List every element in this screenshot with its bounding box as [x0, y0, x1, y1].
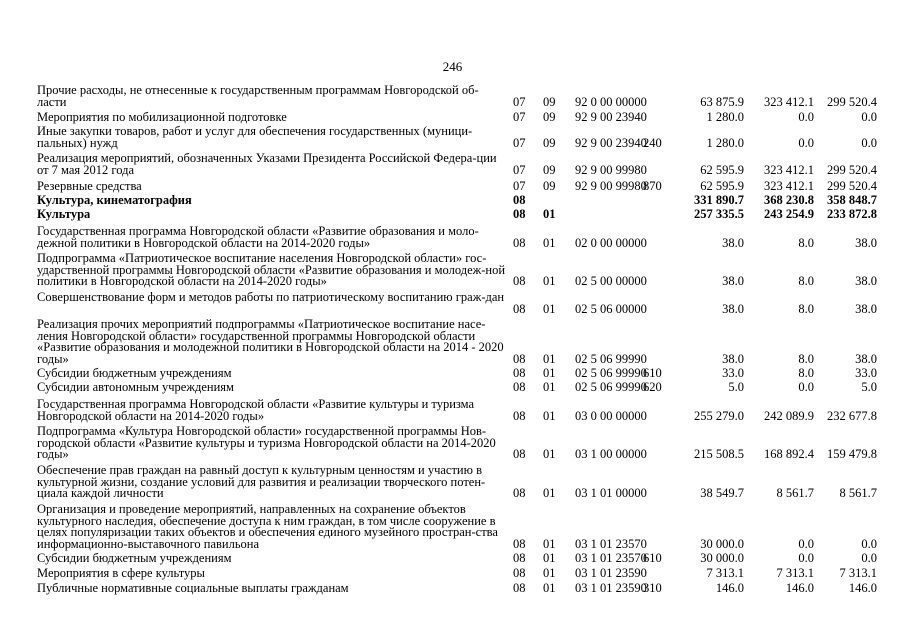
row-value-2023: 38 549.7 [700, 486, 744, 500]
row-value-2023: 33.0 [722, 366, 744, 380]
row-value-2024: 7 313.1 [776, 566, 814, 580]
row-value-2025: 38.0 [855, 274, 877, 288]
table-row [37, 426, 887, 461]
row-value-2023: 331 890.7 [694, 193, 744, 207]
row-name: Реализация мероприятий, обозначенных Указами Президента Российской Федера-ции от 7 мая 2012 года [37, 151, 497, 177]
row-name: Субсидии бюджетным учреждениям [37, 551, 232, 565]
row-rz: 08 [513, 193, 526, 207]
row-rz: 08 [513, 566, 526, 580]
row-pr: 01 [543, 566, 556, 580]
row-pr: 01 [543, 235, 556, 250]
row-cs: 92 9 00 23940 [575, 110, 647, 124]
row-value-2024: 8.0 [798, 351, 814, 366]
row-name: Культура, кинематография [37, 193, 192, 207]
row-rz: 07 [513, 110, 526, 124]
row-cs: 03 1 01 23570 [575, 536, 647, 551]
row-cs: 03 1 00 00000 [575, 447, 647, 461]
row-vr: 610 [643, 366, 662, 380]
row-value-2025: 38.0 [855, 351, 877, 366]
row-name: Организация и проведение мероприятий, направленных на сохранение объектов культурного наследия, обеспечение доступа к ним граждан, в том числе сооружение в целях популяризации таких объектов и обеспечения единого музейного простран-ства информационно-выставочного павильона [37, 502, 498, 551]
row-pr: 09 [543, 162, 556, 177]
row-value-2023: 5.0 [728, 380, 744, 394]
table-row [37, 226, 887, 249]
row-pr: 09 [543, 179, 556, 193]
row-value-2023: 1 280.0 [706, 110, 744, 124]
row-value-2024: 0.0 [798, 551, 814, 565]
row-pr: 01 [543, 408, 556, 423]
row-value-2023: 38.0 [722, 274, 744, 288]
table-row [37, 112, 887, 124]
row-value-2025: 232 677.8 [827, 408, 877, 423]
row-value-2024: 8.0 [798, 235, 814, 250]
row-value-2024: 323 412.1 [764, 179, 814, 193]
row-name: Иные закупки товаров, работ и услуг для обеспечения государственных (муници-пальных) нужд [37, 124, 473, 150]
row-value-2024: 0.0 [798, 110, 814, 124]
row-name: Субсидии автономным учреждениям [37, 380, 234, 394]
row-value-2025: 159 479.8 [827, 447, 877, 461]
table-row [37, 568, 887, 580]
row-value-2025: 299 520.4 [827, 94, 877, 109]
row-value-2025: 0.0 [861, 536, 877, 551]
row-rz: 08 [513, 235, 526, 250]
row-value-2023: 257 335.5 [694, 207, 744, 221]
row-name: Культура [37, 207, 91, 221]
row-value-2024: 0.0 [798, 536, 814, 551]
row-vr: 310 [643, 581, 662, 595]
row-vr: 240 [643, 135, 662, 150]
row-pr: 01 [543, 551, 556, 565]
row-cs: 03 0 00 00000 [575, 408, 647, 423]
table-row [37, 553, 887, 565]
row-value-2023: 62 595.9 [700, 162, 744, 177]
row-pr: 09 [543, 110, 556, 124]
row-name: Резервные средства [37, 179, 142, 193]
table-row [37, 153, 887, 176]
row-vr: 620 [643, 380, 662, 394]
row-value-2023: 255 279.0 [694, 408, 744, 423]
row-rz: 08 [513, 536, 526, 551]
table-row [37, 368, 887, 380]
row-value-2023: 146.0 [715, 581, 744, 595]
row-value-2025: 299 520.4 [827, 179, 877, 193]
row-value-2025: 0.0 [861, 135, 877, 150]
row-cs: 02 5 06 99990 [575, 366, 647, 380]
row-pr: 01 [543, 486, 556, 500]
row-rz: 08 [513, 366, 526, 380]
row-value-2024: 146.0 [785, 581, 814, 595]
row-pr: 01 [543, 274, 556, 288]
row-pr: 01 [543, 536, 556, 551]
row-name: Мероприятия по мобилизационной подготовке [37, 110, 287, 124]
row-value-2025: 233 872.8 [827, 207, 877, 221]
row-value-2023: 30 000.0 [700, 551, 744, 565]
row-value-2024: 8.0 [798, 366, 814, 380]
row-name: Субсидии бюджетным учреждениям [37, 366, 232, 380]
row-cs: 92 0 00 00000 [575, 94, 647, 109]
row-name: Обеспечение прав граждан на равный доступ к культурным ценностям и участию в культурной жизни, создание условий для развития и реализации творческого потен-циала каждой личности [37, 463, 486, 500]
row-cs: 02 5 06 00000 [575, 301, 647, 316]
table-row [37, 85, 887, 108]
row-value-2024: 0.0 [798, 135, 814, 150]
row-pr: 01 [543, 447, 556, 461]
row-cs: 03 1 01 23590 [575, 566, 647, 580]
row-value-2024: 323 412.1 [764, 162, 814, 177]
row-value-2025: 33.0 [855, 366, 877, 380]
row-rz: 07 [513, 94, 526, 109]
row-pr: 01 [543, 301, 556, 316]
row-cs: 02 5 00 00000 [575, 274, 647, 288]
row-name: Совершенствование форм и методов работы по патриотическому воспитанию граж-дан [37, 290, 505, 304]
row-rz: 08 [513, 351, 526, 366]
table-row [37, 253, 887, 288]
row-value-2024: 8.0 [798, 274, 814, 288]
table-row [37, 195, 887, 207]
row-value-2025: 0.0 [861, 551, 877, 565]
row-vr: 870 [643, 179, 662, 193]
row-value-2025: 358 848.7 [827, 193, 877, 207]
row-pr: 09 [543, 135, 556, 150]
row-pr: 01 [543, 351, 556, 366]
row-value-2024: 242 089.9 [764, 408, 814, 423]
row-name: Подпрограмма «Культура Новгородской области» государственной программы Нов-городской области «Развитие культуры и туризма Новгородской области на 2014-2020 годы» [37, 424, 496, 461]
row-cs: 02 0 00 00000 [575, 235, 647, 250]
row-value-2023: 62 595.9 [700, 179, 744, 193]
table-row [37, 181, 887, 193]
row-value-2023: 7 313.1 [706, 566, 744, 580]
table-row [37, 292, 887, 315]
row-value-2023: 63 875.9 [700, 94, 744, 109]
row-rz: 08 [513, 207, 526, 221]
row-value-2024: 0.0 [798, 380, 814, 394]
row-cs: 92 9 00 99980 [575, 162, 647, 177]
page-number: 246 [442, 59, 463, 74]
row-value-2024: 8.0 [798, 301, 814, 316]
row-value-2023: 215 508.5 [694, 447, 744, 461]
row-rz: 08 [513, 380, 526, 394]
table-row [37, 382, 887, 394]
table-row [37, 583, 887, 595]
row-name: Подпрограмма «Патриотическое воспитание населения Новгородской области» гос-ударственной программы Новгородской области «Развитие образования и молодеж-ной политики в Новгородской области на 2014-2020 годы» [37, 251, 506, 288]
table-row [37, 465, 887, 500]
row-rz: 08 [513, 486, 526, 500]
row-rz: 08 [513, 447, 526, 461]
row-cs: 03 1 01 00000 [575, 486, 647, 500]
row-pr: 09 [543, 94, 556, 109]
row-rz: 07 [513, 179, 526, 193]
row-name: Государственная программа Новгородской области «Развитие образования и моло-дежной политики в Новгородской области на 2014-2020 годы» [37, 224, 479, 250]
row-value-2024: 243 254.9 [764, 207, 814, 221]
row-rz: 08 [513, 581, 526, 595]
table-row [37, 319, 887, 365]
row-value-2025: 0.0 [861, 110, 877, 124]
row-value-2024: 8 561.7 [776, 486, 814, 500]
row-value-2023: 38.0 [722, 301, 744, 316]
row-value-2025: 38.0 [855, 301, 877, 316]
table-row [37, 209, 887, 221]
row-vr: 610 [643, 551, 662, 565]
row-value-2023: 1 280.0 [706, 135, 744, 150]
row-cs: 92 9 00 23940 [575, 135, 647, 150]
row-cs: 92 9 00 99980 [575, 179, 647, 193]
row-value-2023: 38.0 [722, 235, 744, 250]
table-row [37, 126, 887, 149]
row-pr: 01 [543, 380, 556, 394]
row-rz: 08 [513, 551, 526, 565]
row-name: Публичные нормативные социальные выплаты гражданам [37, 581, 349, 595]
row-value-2024: 168 892.4 [764, 447, 814, 461]
table-row [37, 399, 887, 422]
row-value-2025: 38.0 [855, 235, 877, 250]
row-value-2023: 30 000.0 [700, 536, 744, 551]
row-value-2025: 8 561.7 [839, 486, 877, 500]
row-value-2023: 38.0 [722, 351, 744, 366]
row-rz: 07 [513, 162, 526, 177]
row-name: Прочие расходы, не отнесенные к государственным программам Новгородской об-ласти [37, 83, 479, 109]
row-value-2025: 5.0 [861, 380, 877, 394]
row-cs: 02 5 06 99990 [575, 351, 647, 366]
row-rz: 08 [513, 274, 526, 288]
row-rz: 07 [513, 135, 526, 150]
row-value-2025: 7 313.1 [839, 566, 877, 580]
row-value-2025: 299 520.4 [827, 162, 877, 177]
row-pr: 01 [543, 207, 556, 221]
row-value-2024: 323 412.1 [764, 94, 814, 109]
row-value-2024: 368 230.8 [764, 193, 814, 207]
row-cs: 02 5 06 99990 [575, 380, 647, 394]
row-cs: 03 1 01 23590 [575, 581, 647, 595]
row-name: Государственная программа Новгородской области «Развитие культуры и туризма Новгородской области на 2014-2020 годы» [37, 397, 475, 423]
row-pr: 01 [543, 366, 556, 380]
row-name: Реализация прочих мероприятий подпрограммы «Патриотическое воспитание насе-ления Новгородской области» государственной программы Новгородской области «Развитие образования и молодежной политики в Новгородской области на 2014 - 2020 годы» [37, 317, 504, 366]
row-name: Мероприятия в сфере культуры [37, 566, 205, 580]
row-rz: 08 [513, 301, 526, 316]
row-rz: 08 [513, 408, 526, 423]
row-pr: 01 [543, 581, 556, 595]
table-row [37, 504, 887, 550]
row-cs: 03 1 01 23570 [575, 551, 647, 565]
row-value-2025: 146.0 [848, 581, 877, 595]
